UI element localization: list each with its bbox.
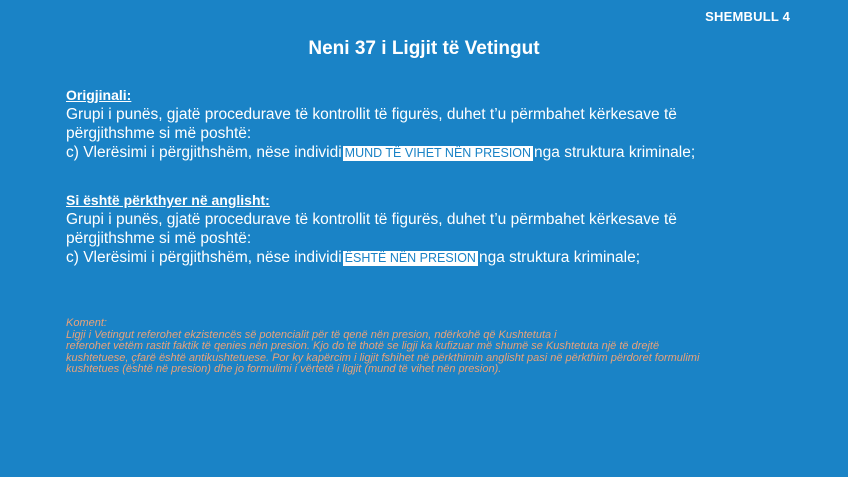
- comment-label: Koment:: [66, 317, 107, 329]
- translation-line-3-after: nga struktura kriminale;: [478, 249, 641, 266]
- translation-line-3: [66, 248, 806, 267]
- comment-line: referohet vetëm rastit faktik të qenies nën presion. Kjo do të thotë se ligji ka kufizuar më shumë se Kushtetuta një të drejtë: [66, 340, 660, 352]
- original-section: [66, 86, 806, 162]
- translation-highlight: ËSHTË NËN PRESION: [344, 251, 476, 265]
- translation-line-1: Grupi i punës, gjatë procedurave të kontrollit të figurës, duhet t’u përmbahet kërkesave të: [66, 211, 677, 228]
- comment-line: kushtetuese, çfarë është antikushtetuese. Por ky kapërcim i ligjit fshihet në përkthimin anglisht pasi në përkthim përdoret formulimi: [66, 351, 700, 364]
- original-line-1: Grupi i punës, gjatë procedurave të kontrollit të figurës, duhet t’u përmbahet kërkesave të: [66, 106, 677, 123]
- translation-line-3-before: c) Vlerësimi i përgjithshëm, nëse individi: [66, 249, 342, 266]
- translation-section: [66, 191, 806, 267]
- translation-line-2: përgjithshme si më poshtë:: [66, 230, 252, 247]
- page-title: Neni 37 i Ligjit të Vetingut: [308, 38, 540, 59]
- comment-block: [66, 318, 786, 376]
- original-line-2: përgjithshme si më poshtë:: [66, 125, 252, 142]
- original-heading: Origjinali:: [66, 87, 132, 103]
- example-tag: SHEMBULL 4: [705, 9, 790, 24]
- original-line-3-after: nga struktura kriminale;: [534, 144, 696, 161]
- translation-heading: Si është përkthyer në anglisht:: [66, 192, 270, 208]
- comment-line: kushtetues (është në presion) dhe jo formulimi i vërtetë i ligjit (mund të vihet nën presion).: [66, 363, 502, 375]
- comment-line: Ligji i Vetingut referohet ekzistencës së potencialit për të qenë nën presion, ndërkohë që Kushtetuta i: [66, 328, 557, 341]
- original-line-3-before: c) Vlerësimi i përgjithshëm, nëse individi: [66, 144, 342, 161]
- original-highlight: MUND TË VIHET NËN PRESION: [344, 146, 532, 160]
- original-line-3: [66, 143, 806, 162]
